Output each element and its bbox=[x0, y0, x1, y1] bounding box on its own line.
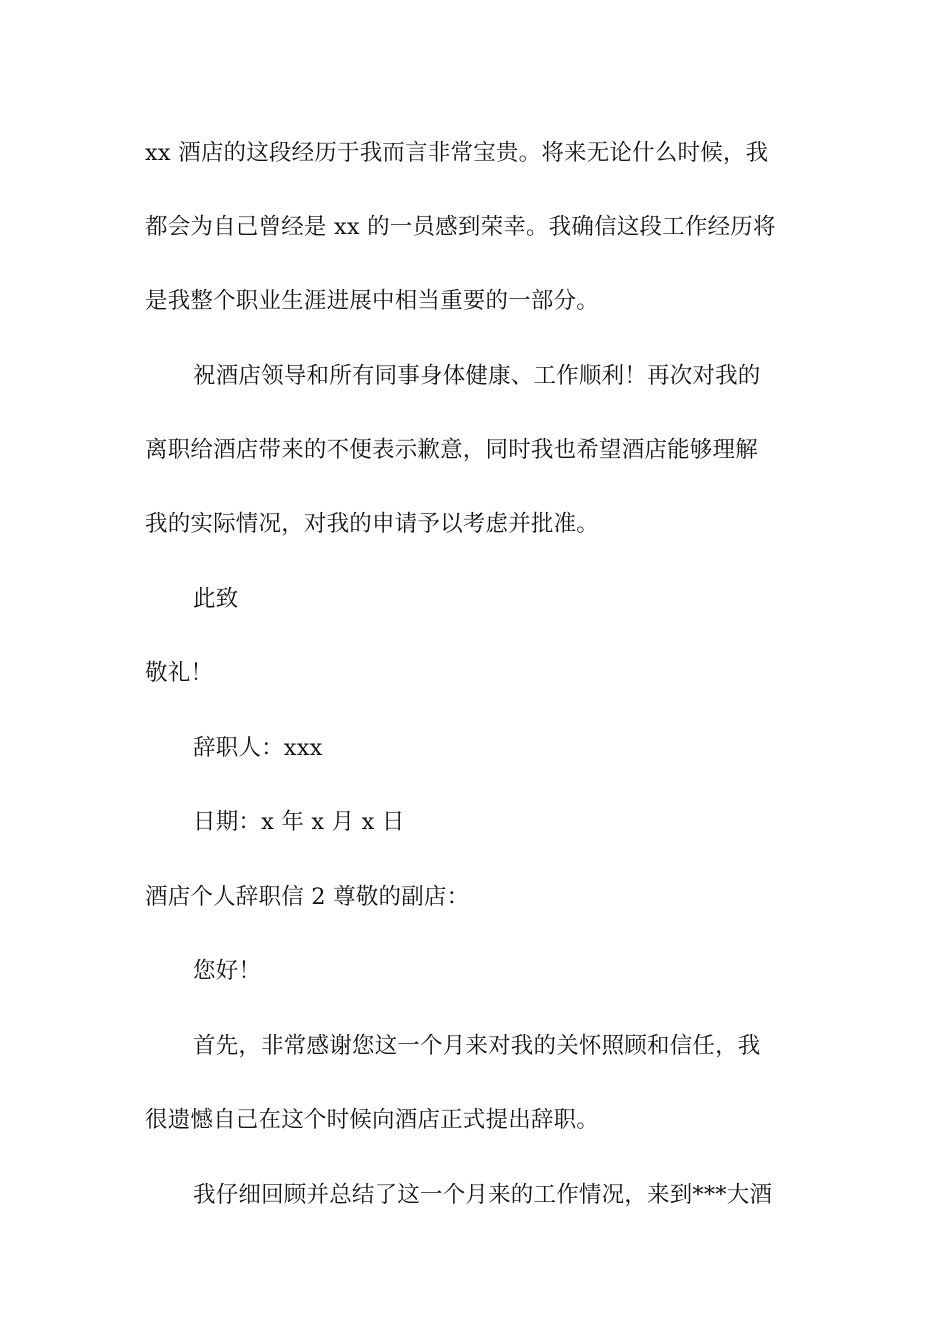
greeting-line: 您好！ bbox=[193, 958, 262, 984]
text-line: 离职给酒店带来的不便表示歉意，同时我也希望酒店能够理解 bbox=[145, 437, 758, 463]
text-line: 我仔细回顾并总结了这一个月来的工作情况，来到***大酒 bbox=[193, 1182, 773, 1208]
text-line: 祝酒店领导和所有同事身体健康、工作顺利！再次对我的 bbox=[193, 363, 761, 389]
signature-line: 辞职人：xxx bbox=[193, 735, 323, 761]
text-line: xx 酒店的这段经历于我而言非常宝贵。将来无论什么时候，我 bbox=[145, 140, 769, 166]
closing-regards: 敬礼！ bbox=[145, 660, 214, 686]
text-line: 我的实际情况，对我的申请予以考虑并批准。 bbox=[145, 511, 600, 537]
text-line: 都会为自己曾经是 xx 的一员感到荣幸。我确信这段工作经历将 bbox=[145, 214, 776, 240]
text-line: 是我整个职业生涯进展中相当重要的一部分。 bbox=[145, 288, 600, 314]
text-line: 很遗憾自己在这个时候向酒店正式提出辞职。 bbox=[145, 1107, 600, 1133]
date-line: 日期：x 年 x 月 x 日 bbox=[193, 809, 405, 835]
closing-salutation: 此致 bbox=[193, 586, 239, 612]
text-line: 首先，非常感谢您这一个月来对我的关怀照顾和信任，我 bbox=[193, 1033, 761, 1059]
letter-heading: 酒店个人辞职信 2 尊敬的副店： bbox=[145, 884, 470, 910]
